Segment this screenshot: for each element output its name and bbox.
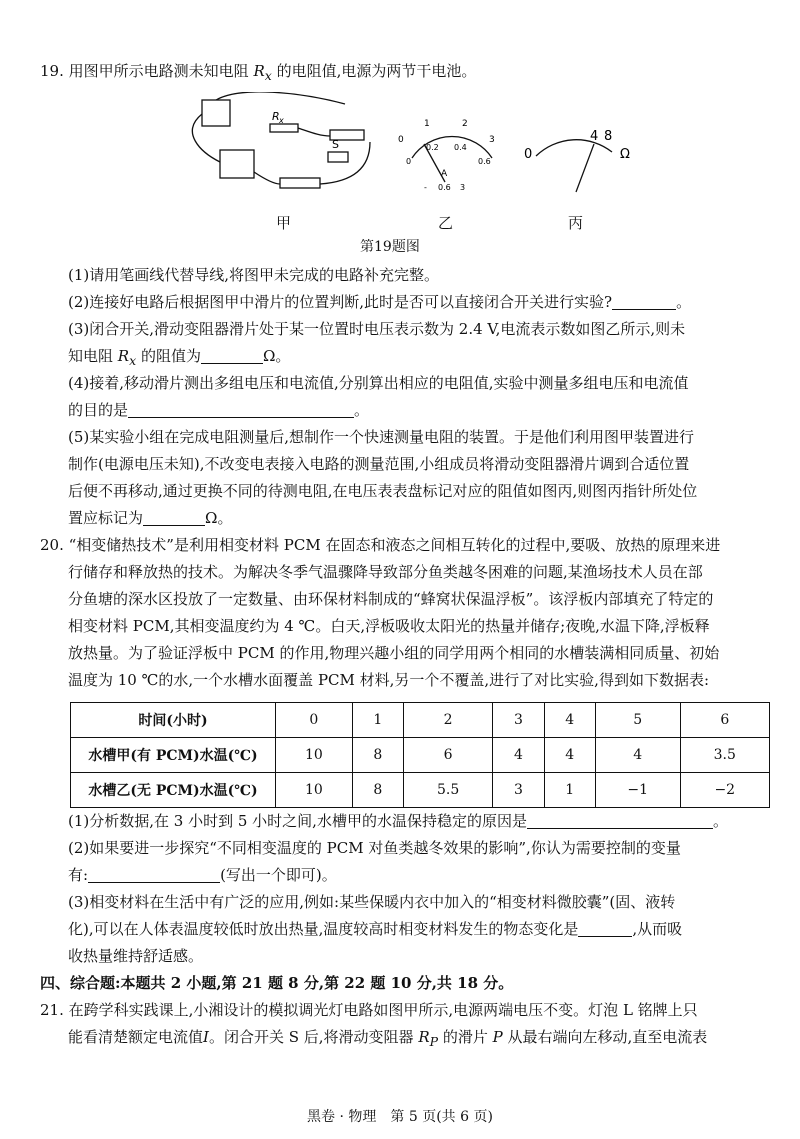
table-cell: 1 bbox=[352, 703, 403, 738]
q19-rx-sub: x bbox=[264, 68, 272, 83]
q19-part3-unit: Ω。 bbox=[262, 347, 291, 365]
q19-part4-line1: (4)接着,移动滑片测出多组电压和电流值,分别算出相应的电阻值,实验中测量多组电压和电流值 bbox=[68, 374, 689, 392]
ohmmeter-mark-0: 0 bbox=[524, 147, 533, 162]
table-cell: 2 bbox=[403, 703, 492, 738]
table-cell: 8 bbox=[352, 773, 403, 808]
table-cell: 6 bbox=[680, 703, 769, 738]
q19-part3-text-a: 知电阻 bbox=[68, 347, 114, 365]
q21-rated-current: I bbox=[203, 1028, 209, 1046]
q20-part2-line2 bbox=[68, 864, 337, 886]
ammeter-tick-5: 0.2 bbox=[426, 143, 439, 152]
q19-part4-text: 的目的是 bbox=[68, 401, 129, 419]
table-row-tank-b bbox=[71, 773, 770, 808]
table-cell: 4 bbox=[544, 703, 595, 738]
q19-part5-unit: Ω。 bbox=[205, 509, 233, 527]
q20-line1 bbox=[40, 534, 720, 556]
table-row-tank-a bbox=[71, 738, 770, 773]
answer-blank-q20-3[interactable] bbox=[578, 920, 632, 937]
table-cell: 3 bbox=[493, 703, 544, 738]
table-cell: 4 bbox=[493, 738, 544, 773]
table-cell: 4 bbox=[544, 738, 595, 773]
fig-label-yi: 乙 bbox=[438, 214, 454, 232]
circuit-diagram bbox=[192, 92, 370, 188]
ammeter-tick-1: 1 bbox=[424, 119, 430, 129]
ammeter-tick-4: 0 bbox=[406, 157, 412, 166]
q19-part2-text: (2)连接好电路后根据图甲中滑片的位置判断,此时是否可以直接闭合开关进行实验? bbox=[68, 293, 613, 311]
q19-part4-line2 bbox=[68, 399, 369, 421]
table-cell: 4 bbox=[595, 738, 680, 773]
fig-caption: 第19题图 bbox=[360, 239, 420, 255]
ohmmeter-mark-4: 4 bbox=[590, 129, 599, 144]
table-row-label-b: 水槽乙(无 PCM)水温(℃) bbox=[71, 773, 276, 808]
q19-rx: R bbox=[253, 62, 265, 80]
q20-line4: 相变材料 PCM,其相变温度约为 4 ℃。白天,浮板吸收太阳光的热量并储存;夜晚,水温下降,浮板释 bbox=[68, 617, 710, 635]
q19-part5-text: 置应标记为 bbox=[68, 509, 144, 527]
table-cell: 6 bbox=[403, 738, 492, 773]
voltmeter-icon bbox=[202, 100, 230, 126]
q20-part3-text: 化),可以在人体表温度较低时放出热量,温度较高时相变材料发生的物态变化是 bbox=[68, 920, 579, 938]
ammeter-unit: A bbox=[441, 169, 448, 179]
table-row-hours bbox=[71, 703, 770, 738]
circuit-rx-label: R bbox=[272, 110, 280, 123]
q20-part2-text: 有: bbox=[68, 866, 89, 884]
table-cell: 3 bbox=[493, 773, 544, 808]
q19-part2-end: 。 bbox=[676, 293, 692, 311]
q19-part5-line1: (5)某实验小组在完成电阻测量后,想制作一个快速测量电阻的装置。于是他们利用图甲装置进行 bbox=[68, 428, 695, 446]
q19-part3-rx-sub: x bbox=[129, 353, 137, 368]
ammeter-tick-0: 0 bbox=[398, 135, 404, 145]
ohmmeter-dial bbox=[536, 140, 612, 192]
q19-stem-b: 的电阻值,电源为两节干电池。 bbox=[276, 62, 477, 80]
q21-line2-text-c: 的滑片 bbox=[442, 1028, 488, 1046]
table-header-time: 时间(小时) bbox=[71, 703, 276, 738]
table-cell: 5 bbox=[595, 703, 680, 738]
q19-part5-line3: 后便不再移动,通过更换不同的待测电阻,在电压表表盘标记对应的阻值如图丙,则图丙指针所处位 bbox=[68, 482, 698, 500]
q20-line3: 分鱼塘的深水区投放了一定数量、由环保材料制成的“蜂窝状保温浮板”。该浮板内部填充了特定的 bbox=[68, 590, 714, 608]
q20-part2-line1: (2)如果要进一步探究“不同相变温度的 PCM 对鱼类越冬效果的影响”,你认为需要控制的变量 bbox=[68, 839, 681, 857]
q20-line1-text: “相变储热技术”是利用相变材料 PCM 在固态和液态之间相互转化的过程中,要吸、放热的原理来进 bbox=[68, 536, 721, 554]
q21-rp-sub: P bbox=[429, 1034, 439, 1049]
q21-p: P bbox=[492, 1028, 503, 1046]
q19-part3-line2 bbox=[68, 345, 290, 372]
table-row-label-a: 水槽甲(有 PCM)水温(℃) bbox=[71, 738, 276, 773]
table-cell: 3.5 bbox=[680, 738, 769, 773]
q20-part3-line2 bbox=[68, 918, 682, 940]
ammeter-tick-7: 0.6 bbox=[478, 157, 491, 166]
q20-part1-text: (1)分析数据,在 3 小时到 5 小时之间,水槽甲的水温保持稳定的原因是 bbox=[68, 812, 527, 830]
q20-line6: 温度为 10 ℃的水,一个水槽水面覆盖 PCM 材料,另一个不覆盖,进行了对比实验,得到如下数据表: bbox=[68, 671, 709, 689]
answer-blank-q19-5[interactable] bbox=[143, 509, 205, 526]
q19-stem-a: 用图甲所示电路测未知电阻 bbox=[68, 62, 249, 80]
section-4-heading: 四、综合题:本题共 2 小题,第 21 题 8 分,第 22 题 10 分,共 18 分。 bbox=[40, 974, 514, 992]
answer-blank-q19-4[interactable] bbox=[128, 401, 354, 418]
q19-part3-rx: R bbox=[117, 347, 130, 365]
answer-blank-q20-1[interactable] bbox=[527, 812, 713, 829]
q20-part1 bbox=[68, 810, 728, 832]
ammeter-tick-2: 2 bbox=[462, 119, 468, 129]
table-cell: −1 bbox=[595, 773, 680, 808]
q20-line5: 放热量。为了验证浮板中 PCM 的作用,物理兴趣小组的同学用两个相同的水槽装满相同质量、初始 bbox=[68, 644, 720, 662]
q20-part2-end: (写出一个即可)。 bbox=[220, 866, 337, 884]
answer-blank-q20-2[interactable] bbox=[88, 866, 220, 883]
q19-part3-line1: (3)闭合开关,滑动变阻器滑片处于某一位置时电压表示数为 2.4 V,电流表示数如图乙所示,则未 bbox=[68, 320, 686, 338]
q20-part3-line1: (3)相变材料在生活中有广泛的应用,例如:某些保暖内衣中加入的“相变材料微胶囊”(固、液转 bbox=[68, 893, 676, 911]
page-footer: 黑卷 · 物理 第 5 页(共 6 页) bbox=[307, 1109, 493, 1125]
table-cell: 1 bbox=[544, 773, 595, 808]
table-cell: 10 bbox=[276, 738, 353, 773]
q21-line2 bbox=[68, 1026, 707, 1053]
q19-number: 19. bbox=[40, 62, 64, 80]
ohmmeter-mark-8: 8 bbox=[604, 129, 613, 144]
fig-label-bing: 丙 bbox=[568, 214, 584, 232]
q19-part3-text-b: 的阻值为 bbox=[140, 347, 201, 365]
switch-icon bbox=[328, 152, 348, 162]
table-cell: 0 bbox=[276, 703, 353, 738]
q21-line2-text-a: 能看清楚额定电流值 bbox=[68, 1028, 204, 1046]
q19-part4-end: 。 bbox=[354, 401, 370, 419]
q21-number: 21. bbox=[40, 1001, 64, 1019]
ammeter-tick-3: 3 bbox=[489, 135, 495, 145]
q19-part5-line2: 制作(电源电压未知),不改变电表接入电路的测量范围,小组成员将滑动变阻器滑片调到合适位置 bbox=[68, 455, 690, 473]
table-cell: 8 bbox=[352, 738, 403, 773]
fig-label-jia: 甲 bbox=[276, 214, 292, 232]
q20-number: 20. bbox=[40, 536, 64, 554]
ammeter-terminal-06: 0.6 bbox=[438, 183, 451, 192]
q19-stem bbox=[40, 60, 476, 87]
q21-line2-text-b: 。闭合开关 S 后,将滑动变阻器 bbox=[208, 1028, 414, 1046]
table-cell: 10 bbox=[276, 773, 353, 808]
q20-part3-line3: 收热量维持舒适感。 bbox=[68, 947, 204, 965]
q20-line2: 行储存和释放热的技术。为解决冬季气温骤降导致部分鱼类越冬困难的问题,某渔场技术人员在部 bbox=[68, 563, 703, 581]
ammeter-tick-6: 0.4 bbox=[454, 143, 467, 152]
circuit-rx-sub: x bbox=[279, 116, 284, 125]
q20-data-table bbox=[70, 702, 770, 808]
circuit-s-label: S bbox=[332, 138, 339, 151]
q19-part1: (1)请用笔画线代替导线,将图甲未完成的电路补充完整。 bbox=[68, 266, 440, 284]
ammeter-icon bbox=[220, 150, 254, 178]
table-cell: −2 bbox=[680, 773, 769, 808]
q20-part1-end: 。 bbox=[712, 812, 728, 830]
q21-line1-text: 在跨学科实践课上,小湘设计的模拟调光灯电路如图甲所示,电源两端电压不变。灯泡 L 铭牌上只 bbox=[68, 1001, 698, 1019]
resistor-icon bbox=[270, 124, 298, 132]
answer-blank-q19-2[interactable] bbox=[612, 293, 676, 310]
ammeter-terminal-minus: - bbox=[424, 183, 427, 192]
q19-part5-line4 bbox=[68, 507, 232, 529]
q21-line1 bbox=[40, 999, 698, 1021]
answer-blank-q19-3[interactable] bbox=[201, 347, 263, 364]
ammeter-terminal-3: 3 bbox=[460, 183, 466, 192]
q21-rp: R bbox=[418, 1028, 430, 1046]
q21-line2-text-d: 从最右端向左移动,直至电流表 bbox=[507, 1028, 708, 1046]
table-cell: 5.5 bbox=[403, 773, 492, 808]
ohmmeter-unit: Ω bbox=[620, 147, 630, 162]
battery-icon bbox=[280, 178, 320, 188]
q19-part2 bbox=[68, 291, 691, 313]
q20-part3-text-b: ,从而吸 bbox=[632, 920, 683, 938]
